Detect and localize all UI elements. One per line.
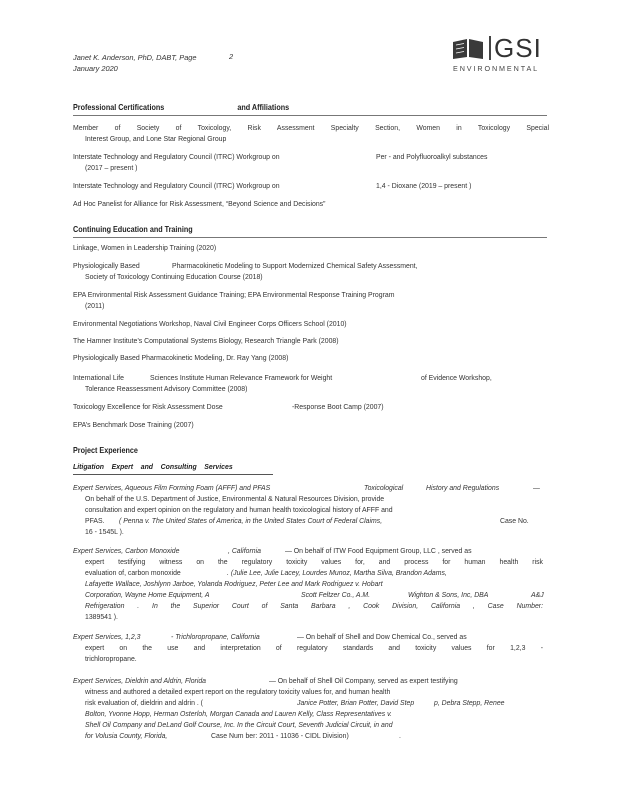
- proj-line: On behalf of the U.S. Department of Justice, Environmental & Natural Resources Division, provide: [85, 496, 385, 503]
- cert-title-a: Professional Certifications: [73, 102, 165, 112]
- proj-text: Janice Potter, Brian Potter, David Step: [297, 700, 415, 707]
- book-icon: [452, 36, 486, 60]
- project-entry: [73, 546, 543, 623]
- edu-line: (2011): [85, 303, 105, 311]
- proj-line: Lafayette Wallace, Joshlynn Jarboe, Yolanda Rodriguez, Peter Lee and Mark Rodriguez v. Hobart: [85, 581, 383, 588]
- list-item: [73, 373, 549, 395]
- logo-subtitle: ENVIRONMENTAL: [453, 64, 540, 73]
- cert-title-b: and Affiliations: [237, 102, 290, 112]
- logo-text: GSI: [494, 33, 542, 63]
- section-title-projects: Project Experience: [73, 445, 138, 455]
- edu-line: [73, 261, 549, 272]
- section-title-certifications: [73, 102, 289, 112]
- edu-line: Physiologically Based Pharmacokinetic Modeling, Dr. Ray Yang (2008): [73, 355, 289, 362]
- proj-line: Refrigeration . In the Superior Court of Santa Barbara , Cook Division, California , Case Number:: [85, 603, 543, 610]
- list-item: [73, 243, 549, 254]
- proj-text: Case No.: [500, 518, 529, 525]
- proj-line: consultation and expert opinion on the regulatory and human health toxicological history of AFFF and: [85, 507, 393, 514]
- edu-line: Environmental Negotiations Workshop, Naval Civil Engineer Corps Officers School (2010): [73, 321, 347, 328]
- list-item: [73, 319, 549, 330]
- list-item: [73, 420, 549, 431]
- edu-text: Physiologically Based: [73, 263, 140, 270]
- edu-text: Sciences Institute Human Relevance Framework for Weight: [150, 375, 333, 382]
- header-date: January 2020: [73, 64, 118, 73]
- proj-text: Case Num ber: 2011 - 11036 - CIDL Division): [211, 733, 349, 740]
- project-entry: [73, 483, 543, 538]
- proj-text: —: [533, 485, 540, 492]
- proj-text: Expert Services, Aqueous Film Forming Foam (AFFF) and PFAS: [73, 485, 271, 492]
- header-author: Janet K. Anderson, PhD, DABT, Page: [73, 53, 197, 62]
- gsi-logo: [452, 33, 552, 73]
- list-item: [73, 402, 549, 413]
- proj-line: 16 - 1545L ).: [85, 529, 124, 536]
- proj-line: [73, 698, 543, 709]
- proj-text: - Trichloropropane, California: [171, 634, 260, 641]
- proj-text: — On behalf of Shell Oil Company, served as expert testifying: [269, 678, 458, 685]
- proj-line: [73, 568, 543, 579]
- proj-line: [73, 632, 543, 643]
- list-item: [73, 336, 549, 347]
- edu-line: Society of Toxicology Continuing Education Course (2018): [85, 274, 263, 282]
- proj-text: evaluation of, carbon monoxide: [85, 570, 181, 577]
- section-divider: [73, 115, 547, 116]
- edu-line: The Hamner Institute’s Computational Systems Biology, Research Triangle Park (2008): [73, 338, 339, 345]
- cert-text: 1,4 - Dioxane (2019 – present ): [376, 183, 472, 190]
- proj-text: Expert Services, Carbon Monoxide: [73, 548, 180, 555]
- cert-line: [73, 152, 549, 163]
- proj-text: ( Penna v. The United States of America, in the United States Court of Federal Claims,: [119, 518, 383, 525]
- edu-line: [73, 373, 549, 384]
- proj-text: risk evaluation of, dieldrin and aldrin . (: [85, 700, 203, 707]
- edu-text: International Life: [73, 375, 124, 382]
- logo-divider: [489, 36, 491, 60]
- edu-text: Pharmacokinetic Modeling to Support Modernized Chemical Safety Assessment,: [172, 263, 418, 270]
- proj-line: [73, 676, 543, 687]
- edu-text: -Response Boot Camp (2007): [292, 404, 384, 411]
- section-title-education: Continuing Education and Training: [73, 224, 193, 234]
- proj-line: expert on the use and interpretation of regulatory standards and toxicity values for 1,2,3 -: [85, 645, 543, 652]
- cert-line: [73, 181, 549, 192]
- proj-text: Scott Feltzer Co., A.M.: [301, 592, 371, 599]
- proj-text: Corporation, Wayne Home Equipment, A: [85, 592, 210, 599]
- proj-line: witness and authored a detailed expert report on the regulatory toxicity values for, and human health: [85, 689, 391, 696]
- list-item: [73, 353, 549, 364]
- proj-text: .: [399, 733, 401, 740]
- proj-line: [73, 516, 543, 527]
- proj-line: expert testifying witness on the regulatory toxicity values for, and process for human health risk: [85, 559, 543, 566]
- edu-line: EPA’s Benchmark Dose Training (2007): [73, 422, 194, 429]
- proj-text: Expert Services, 1,2,3: [73, 634, 141, 641]
- proj-text: , California: [228, 548, 261, 555]
- cert-text: Per - and Polyfluoroalkyl substances: [376, 154, 488, 161]
- proj-text: A&J: [531, 592, 544, 599]
- proj-text: PFAS.: [85, 518, 105, 525]
- proj-line: Bolton, Yvonne Hopp, Herman Osterloh, Morgan Canada and Lauren Kelly, Class Representatives v.: [85, 711, 392, 718]
- proj-line: 1389541 ).: [85, 614, 118, 621]
- edu-line: Tolerance Reassessment Advisory Committee (2008): [85, 386, 248, 394]
- proj-line: Shell Oil Company and DeLand Golf Course, Inc. In the Circuit Court, Seventh Judicial Circuit, in and: [85, 722, 393, 729]
- list-item: [73, 199, 549, 210]
- proj-text: Toxicological: [364, 485, 404, 492]
- cert-text: Interstate Technology and Regulatory Council (ITRC) Workgroup on: [73, 183, 280, 190]
- proj-line: [73, 483, 543, 494]
- project-entry: [73, 632, 543, 665]
- edu-line: Linkage, Women in Leadership Training (2020): [73, 245, 217, 252]
- cert-line: Interest Group, and Lone Star Regional Group: [85, 136, 227, 144]
- edu-text: Toxicology Excellence for Risk Assessment Dose: [73, 404, 223, 411]
- project-entry: [73, 676, 543, 742]
- list-item: [73, 152, 549, 174]
- proj-line: [73, 590, 543, 601]
- cert-line: Ad Hoc Panelist for Alliance for Risk Assessment, “Beyond Science and Decisions”: [73, 201, 326, 208]
- subsection-heading: Litigation Expert and Consulting Services: [73, 464, 233, 471]
- proj-line: [73, 546, 543, 557]
- list-item: [73, 181, 549, 192]
- proj-text: . (Julie Lee, Julie Lacey, Lourdes Munoz, Martha Silva, Brandon Adams,: [227, 570, 447, 577]
- edu-line: [73, 402, 549, 413]
- proj-text: p, Debra Stepp, Renee: [434, 700, 505, 707]
- proj-text: Expert Services, Dieldrin and Aldrin, Florida: [73, 678, 207, 685]
- proj-line: [73, 731, 543, 742]
- cert-line: Member of Society of Toxicology, Risk Assessment Specialty Section, Women in Toxicology Special: [73, 125, 549, 132]
- page-number: 2: [229, 52, 234, 61]
- section-divider: [73, 237, 547, 238]
- edu-text: of Evidence Workshop,: [421, 375, 492, 382]
- cert-line: (2017 – present ): [85, 165, 138, 173]
- list-item: [73, 261, 549, 283]
- list-item: [73, 290, 549, 312]
- proj-text: for Volusia County, Florida,: [85, 733, 168, 740]
- proj-line: trichloropropane.: [85, 656, 137, 663]
- header-author-block: [73, 52, 197, 74]
- list-item: [73, 123, 549, 145]
- proj-text: — On behalf of ITW Food Equipment Group, LLC , served as: [285, 548, 472, 555]
- edu-line: EPA Environmental Risk Assessment Guidance Training; EPA Environmental Response Training Program: [73, 292, 395, 299]
- proj-text: History and Regulations: [426, 485, 500, 492]
- cert-text: Interstate Technology and Regulatory Council (ITRC) Workgroup on: [73, 154, 280, 161]
- proj-text: Wighton & Sons, Inc, DBA: [408, 592, 489, 599]
- subsection-underline: [73, 474, 273, 475]
- proj-text: — On behalf of Shell and Dow Chemical Co., served as: [297, 634, 467, 641]
